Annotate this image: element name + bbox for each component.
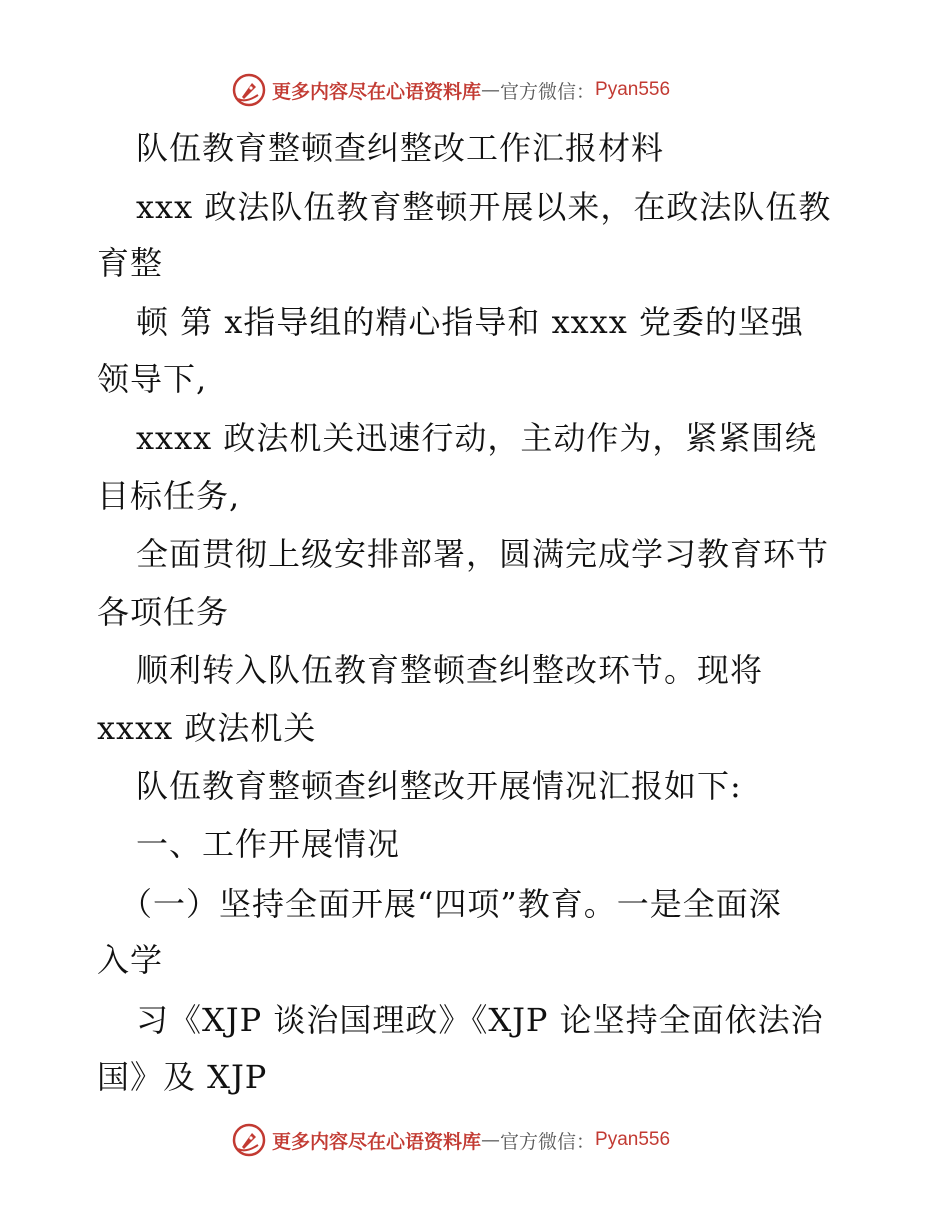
watermark-account: Pyan556 — [595, 1129, 671, 1150]
pen-nib-logo-icon — [232, 73, 266, 107]
header-watermark — [232, 72, 670, 108]
text-line: 顿 第 x指导组的精心指导和 xxxx 党委的坚强 — [136, 303, 804, 341]
watermark-dash: — — [481, 79, 501, 101]
watermark-dash: — — [481, 1129, 501, 1151]
text-line: 一、工作开展情况 — [136, 825, 401, 863]
watermark-brand: 更多内容尽在心语资料库 — [272, 1130, 482, 1153]
text-line: xxx 政法队伍教育整顿开展以来，在政法队伍教 — [136, 188, 832, 226]
text-line: 育整 — [97, 244, 164, 282]
text-line: 入学 — [97, 941, 164, 979]
footer-watermark — [232, 1122, 670, 1158]
text-line: xxxx 政法机关 — [97, 709, 317, 747]
text-line: 习《XJP 谈治国理政》《XJP 论坚持全面依法治 — [136, 1001, 824, 1039]
text-line: 国》及 XJP — [97, 1058, 268, 1096]
watermark-brand: 更多内容尽在心语资料库 — [272, 80, 482, 103]
watermark-label: 官方微信： — [500, 80, 596, 103]
text-line: 各项任务 — [97, 593, 230, 631]
pen-nib-logo-icon — [232, 1123, 266, 1157]
watermark-account: Pyan556 — [595, 79, 671, 100]
text-line: xxxx 政法机关迅速行动，主动作为，紧紧围绕 — [136, 419, 818, 457]
text-line: （一）坚持全面开展“四项”教育。一是全面深 — [120, 885, 782, 923]
text-line: 领导下, — [97, 360, 208, 398]
text-line: 顺利转入队伍教育整顿查纠整改环节。现将 — [136, 651, 764, 689]
text-line: 队伍教育整顿查纠整改工作汇报材料 — [136, 129, 665, 167]
text-line: 队伍教育整顿查纠整改开展情况汇报如下: — [136, 767, 742, 805]
text-line: 目标任务, — [97, 477, 241, 515]
watermark-label: 官方微信： — [500, 1130, 596, 1153]
text-line: 全面贯彻上级安排部署，圆满完成学习教育环节 — [136, 535, 830, 573]
